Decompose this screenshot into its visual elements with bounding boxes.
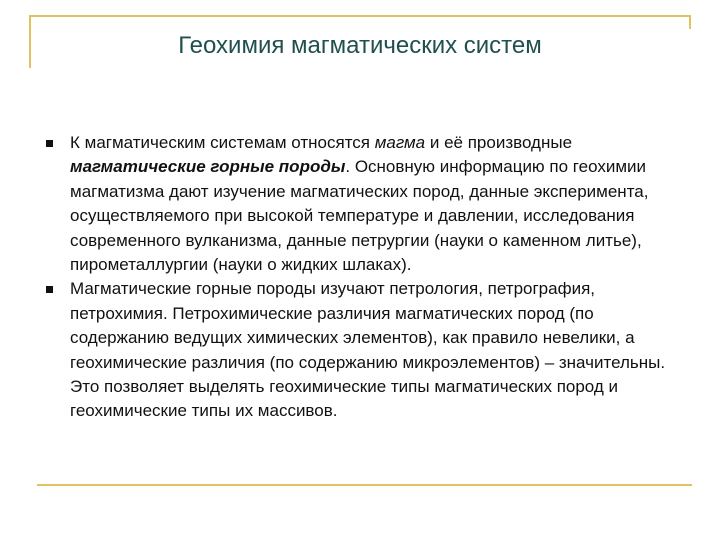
square-bullet-icon bbox=[46, 286, 53, 293]
square-bullet-icon bbox=[46, 140, 53, 147]
bullet-1-text-part-1: К магматическим системам относятся bbox=[70, 133, 375, 152]
bullet-1-text-part-2: и её производные bbox=[425, 133, 573, 152]
bullet-text-1 bbox=[70, 131, 682, 277]
slide-title: Геохимия магматических систем bbox=[178, 32, 542, 59]
bullet-item-1 bbox=[42, 131, 682, 277]
bullet-1-emphasis-rocks: магматические горные породы bbox=[70, 157, 346, 177]
bullet-item-2 bbox=[42, 277, 682, 423]
bullet-text-2: Магматические горные породы изучают петрология, петрография, петрохимия. Петрохимические различия магматических пород (по содержанию ведущих химических элементов), как правило невелики, а геохимические различия (по содержанию микроэлементов) – значительны. Это позволяет выделять геохимические типы магматических пород и геохимические типы их массивов. bbox=[70, 279, 666, 421]
frame-top-line bbox=[29, 15, 691, 17]
bullet-1-text-part-3: . Основную информацию по геохимии магматизма дают изучение магматических пород, данные эксперимента, осуществляемого при высокой температуре и давлении, исследования современного вулканизма, данные петрургии (науки о каменном литье), пирометаллургии (науки о жидких шлаках). bbox=[70, 157, 649, 275]
frame-bottom-line bbox=[37, 484, 692, 486]
bullet-list bbox=[42, 131, 682, 424]
frame-right-line bbox=[689, 15, 691, 29]
bullet-1-emphasis-magma: магма bbox=[374, 133, 426, 152]
